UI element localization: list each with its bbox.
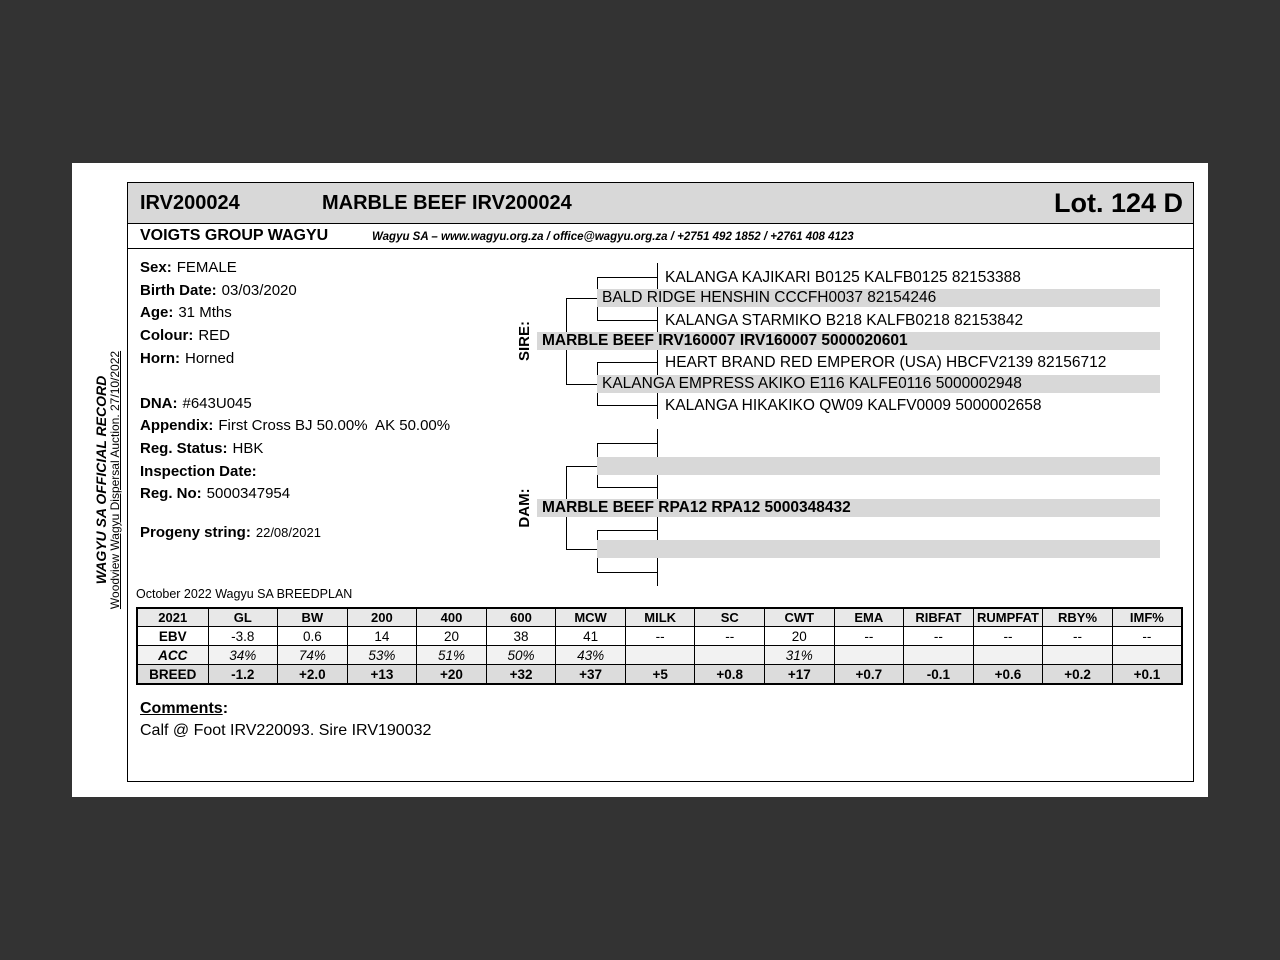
breedplan-header-cell: IMF% [1112, 608, 1182, 627]
breedplan-header-cell: RBY% [1043, 608, 1113, 627]
breedplan-cell [904, 646, 974, 665]
breedplan-cell: -1.2 [208, 665, 278, 685]
title-band [128, 183, 1193, 224]
detail-value: First Cross BJ 50.00% AK 50.00% [218, 417, 451, 434]
breedplan-cell: +2.0 [278, 665, 348, 685]
breedplan-cell: +0.7 [834, 665, 904, 685]
breedplan-cell: 53% [347, 646, 417, 665]
pedigree-line [566, 549, 598, 550]
sire-label: SIRE: [516, 321, 533, 362]
detail-label: Progeny string: [140, 524, 251, 541]
detail-value: 22/08/2021 [255, 525, 321, 540]
detail-value: #643U045 [182, 395, 252, 412]
comments-heading-text: Comments [140, 700, 223, 717]
breedplan-header-cell: RIBFAT [904, 608, 974, 627]
detail-label: Birth Date: [140, 282, 217, 299]
pedigree-line [657, 558, 658, 586]
row-label: EBV [137, 627, 208, 646]
pedigree-dam-dam-bar [597, 540, 1160, 558]
row-label: ACC [137, 646, 208, 665]
breedplan-cell: +0.8 [695, 665, 765, 685]
breedplan-cell: 74% [278, 646, 348, 665]
pedigree-sire-sire-sire: KALANGA KAJIKARI B0125 KALFB0125 82153388 [665, 269, 1021, 286]
breedplan-header-cell: BW [278, 608, 348, 627]
pedigree-sire-dam-sire: HEART BRAND RED EMPEROR (USA) HBCFV2139 82156712 [665, 354, 1107, 371]
record-frame [127, 182, 1194, 782]
detail-label: Horn: [140, 350, 180, 367]
detail-reg-status [140, 440, 263, 459]
breedplan-cell: +20 [417, 665, 487, 685]
breedplan-cell: 14 [347, 627, 417, 646]
breedplan-header-cell: MCW [556, 608, 626, 627]
pedigree-line [597, 443, 658, 444]
detail-value: HBK [232, 440, 264, 457]
pedigree-sire-dam-bar: KALANGA EMPRESS AKIKO E116 KALFE0116 5000002948 [597, 375, 1160, 393]
comments-colon: : [222, 700, 229, 717]
comments-heading [140, 700, 228, 718]
breedplan-table [136, 607, 1183, 685]
row-label: BREED [137, 665, 208, 685]
breedplan-cell: -- [973, 627, 1043, 646]
breedplan-cell [695, 646, 765, 665]
breedplan-breed-row [137, 665, 1182, 685]
animal-id: IRV200024 [140, 192, 240, 214]
breedplan-ebv-row [137, 627, 1182, 646]
breedplan-header-cell: EMA [834, 608, 904, 627]
breedplan-acc-row [137, 646, 1182, 665]
breedplan-cell: 20 [765, 627, 835, 646]
breedplan-cell: -0.1 [904, 665, 974, 685]
breedplan-cell: +0.6 [973, 665, 1043, 685]
breedplan-cell: 34% [208, 646, 278, 665]
pedigree-sire-sire-bar: BALD RIDGE HENSHIN CCCFH0037 82154246 [597, 289, 1160, 307]
breedplan-cell [625, 646, 695, 665]
society-contact: Wagyu SA – www.wagyu.org.za / office@wagyu.org.za / +2751 492 1852 / +2761 408 4123 [372, 231, 854, 243]
detail-label: Appendix: [140, 417, 214, 434]
detail-progeny-string [140, 524, 321, 543]
detail-value: 31 Mths [178, 304, 232, 321]
detail-label: Colour: [140, 327, 194, 344]
breedplan-cell: +0.1 [1112, 665, 1182, 685]
pedigree-line [657, 429, 658, 457]
breedplan-header-cell: 400 [417, 608, 487, 627]
pedigree-line [597, 487, 658, 488]
breedplan-cell: -- [834, 627, 904, 646]
breedplan-caption: October 2022 Wagyu SA BREEDPLAN [136, 587, 353, 601]
breedplan-cell: -- [904, 627, 974, 646]
pedigree-line [657, 348, 658, 376]
pedigree-line [657, 391, 658, 419]
pedigree-line [597, 530, 658, 531]
pedigree-line [597, 277, 658, 278]
detail-label: Age: [140, 304, 174, 321]
lot-number: Lot. 124 D [1053, 188, 1183, 218]
breedplan-cell: 20 [417, 627, 487, 646]
detail-label: DNA: [140, 395, 178, 412]
detail-birth-date [140, 282, 297, 301]
pedigree-line [566, 298, 598, 299]
detail-value: 03/03/2020 [221, 282, 297, 299]
detail-reg-no [140, 485, 290, 504]
breedplan-header-cell: 600 [486, 608, 556, 627]
pedigree-line [597, 362, 658, 363]
breedplan-cell: +13 [347, 665, 417, 685]
breedplan-header-cell: 2021 [137, 608, 208, 627]
pedigree-sire-sire-dam: KALANGA STARMIKO B218 KALFB0218 82153842 [665, 312, 1024, 329]
detail-value: Horned [185, 350, 235, 367]
breedplan-header-cell: CWT [765, 608, 835, 627]
pedigree-line [657, 473, 658, 501]
pedigree-line [566, 384, 598, 385]
detail-colour [140, 327, 230, 346]
breedplan-cell: +0.2 [1043, 665, 1113, 685]
breedplan-cell [1112, 646, 1182, 665]
pedigree-line [597, 405, 658, 406]
breedplan-header-row [137, 608, 1182, 627]
breedplan-cell: 51% [417, 646, 487, 665]
breedplan-cell: 41 [556, 627, 626, 646]
breedplan-cell: -- [625, 627, 695, 646]
breedplan-cell: +37 [556, 665, 626, 685]
document-page [72, 163, 1208, 797]
breedplan-cell: 43% [556, 646, 626, 665]
animal-name: MARBLE BEEF IRV200024 [322, 192, 572, 214]
breeder-name: VOIGTS GROUP WAGYU [140, 227, 329, 244]
pedigree-line [597, 320, 658, 321]
breedplan-cell: 38 [486, 627, 556, 646]
breedplan-cell: -- [1043, 627, 1113, 646]
auction-vertical-text: Woodview Wagyu Dispersal Auction. 27/10/2022 [108, 350, 122, 610]
detail-sex [140, 259, 237, 278]
detail-value: FEMALE [176, 259, 237, 276]
detail-label: Reg. Status: [140, 440, 228, 457]
breedplan-header-cell: GL [208, 608, 278, 627]
pedigree-sire-bar: MARBLE BEEF IRV160007 IRV160007 5000020601 [537, 332, 1160, 350]
pedigree-line [597, 572, 658, 573]
detail-label: Reg. No: [140, 485, 202, 502]
breedplan-cell: +5 [625, 665, 695, 685]
pedigree-dam-sire-bar [597, 457, 1160, 475]
breedplan-cell [973, 646, 1043, 665]
detail-value: RED [198, 327, 230, 344]
official-record-vertical-text: WAGYU SA OFFICIAL RECORD [93, 375, 109, 585]
pedigree-line [657, 306, 658, 334]
detail-dna [140, 395, 252, 414]
detail-inspection-date [140, 463, 262, 482]
breedplan-header-cell: SC [695, 608, 765, 627]
breedplan-cell: 0.6 [278, 627, 348, 646]
breedplan-header-cell: MILK [625, 608, 695, 627]
breedplan-cell: +17 [765, 665, 835, 685]
detail-label: Inspection Date: [140, 463, 257, 480]
breedplan-cell [834, 646, 904, 665]
breedplan-cell: 50% [486, 646, 556, 665]
breedplan-cell: +32 [486, 665, 556, 685]
dam-label: DAM: [516, 488, 533, 528]
breedplan-cell [1043, 646, 1113, 665]
pedigree-line [566, 466, 598, 467]
detail-age [140, 304, 232, 323]
pedigree-line [657, 263, 658, 291]
breedplan-cell: -- [695, 627, 765, 646]
breeder-row [128, 224, 1193, 249]
detail-value: 5000347954 [206, 485, 291, 502]
detail-appendix [140, 417, 450, 436]
pedigree-sire-dam-dam: KALANGA HIKAKIKO QW09 KALFV0009 5000002658 [665, 397, 1042, 414]
breedplan-cell: -- [1112, 627, 1182, 646]
detail-label: Sex: [140, 259, 172, 276]
breedplan-cell: -3.8 [208, 627, 278, 646]
pedigree-dam-bar: MARBLE BEEF RPA12 RPA12 5000348432 [537, 499, 1160, 517]
comments-body: Calf @ Foot IRV220093. Sire IRV190032 [140, 722, 432, 739]
breedplan-header-cell: 200 [347, 608, 417, 627]
breedplan-cell: 31% [765, 646, 835, 665]
breedplan-header-cell: RUMPFAT [973, 608, 1043, 627]
detail-horn [140, 350, 234, 369]
